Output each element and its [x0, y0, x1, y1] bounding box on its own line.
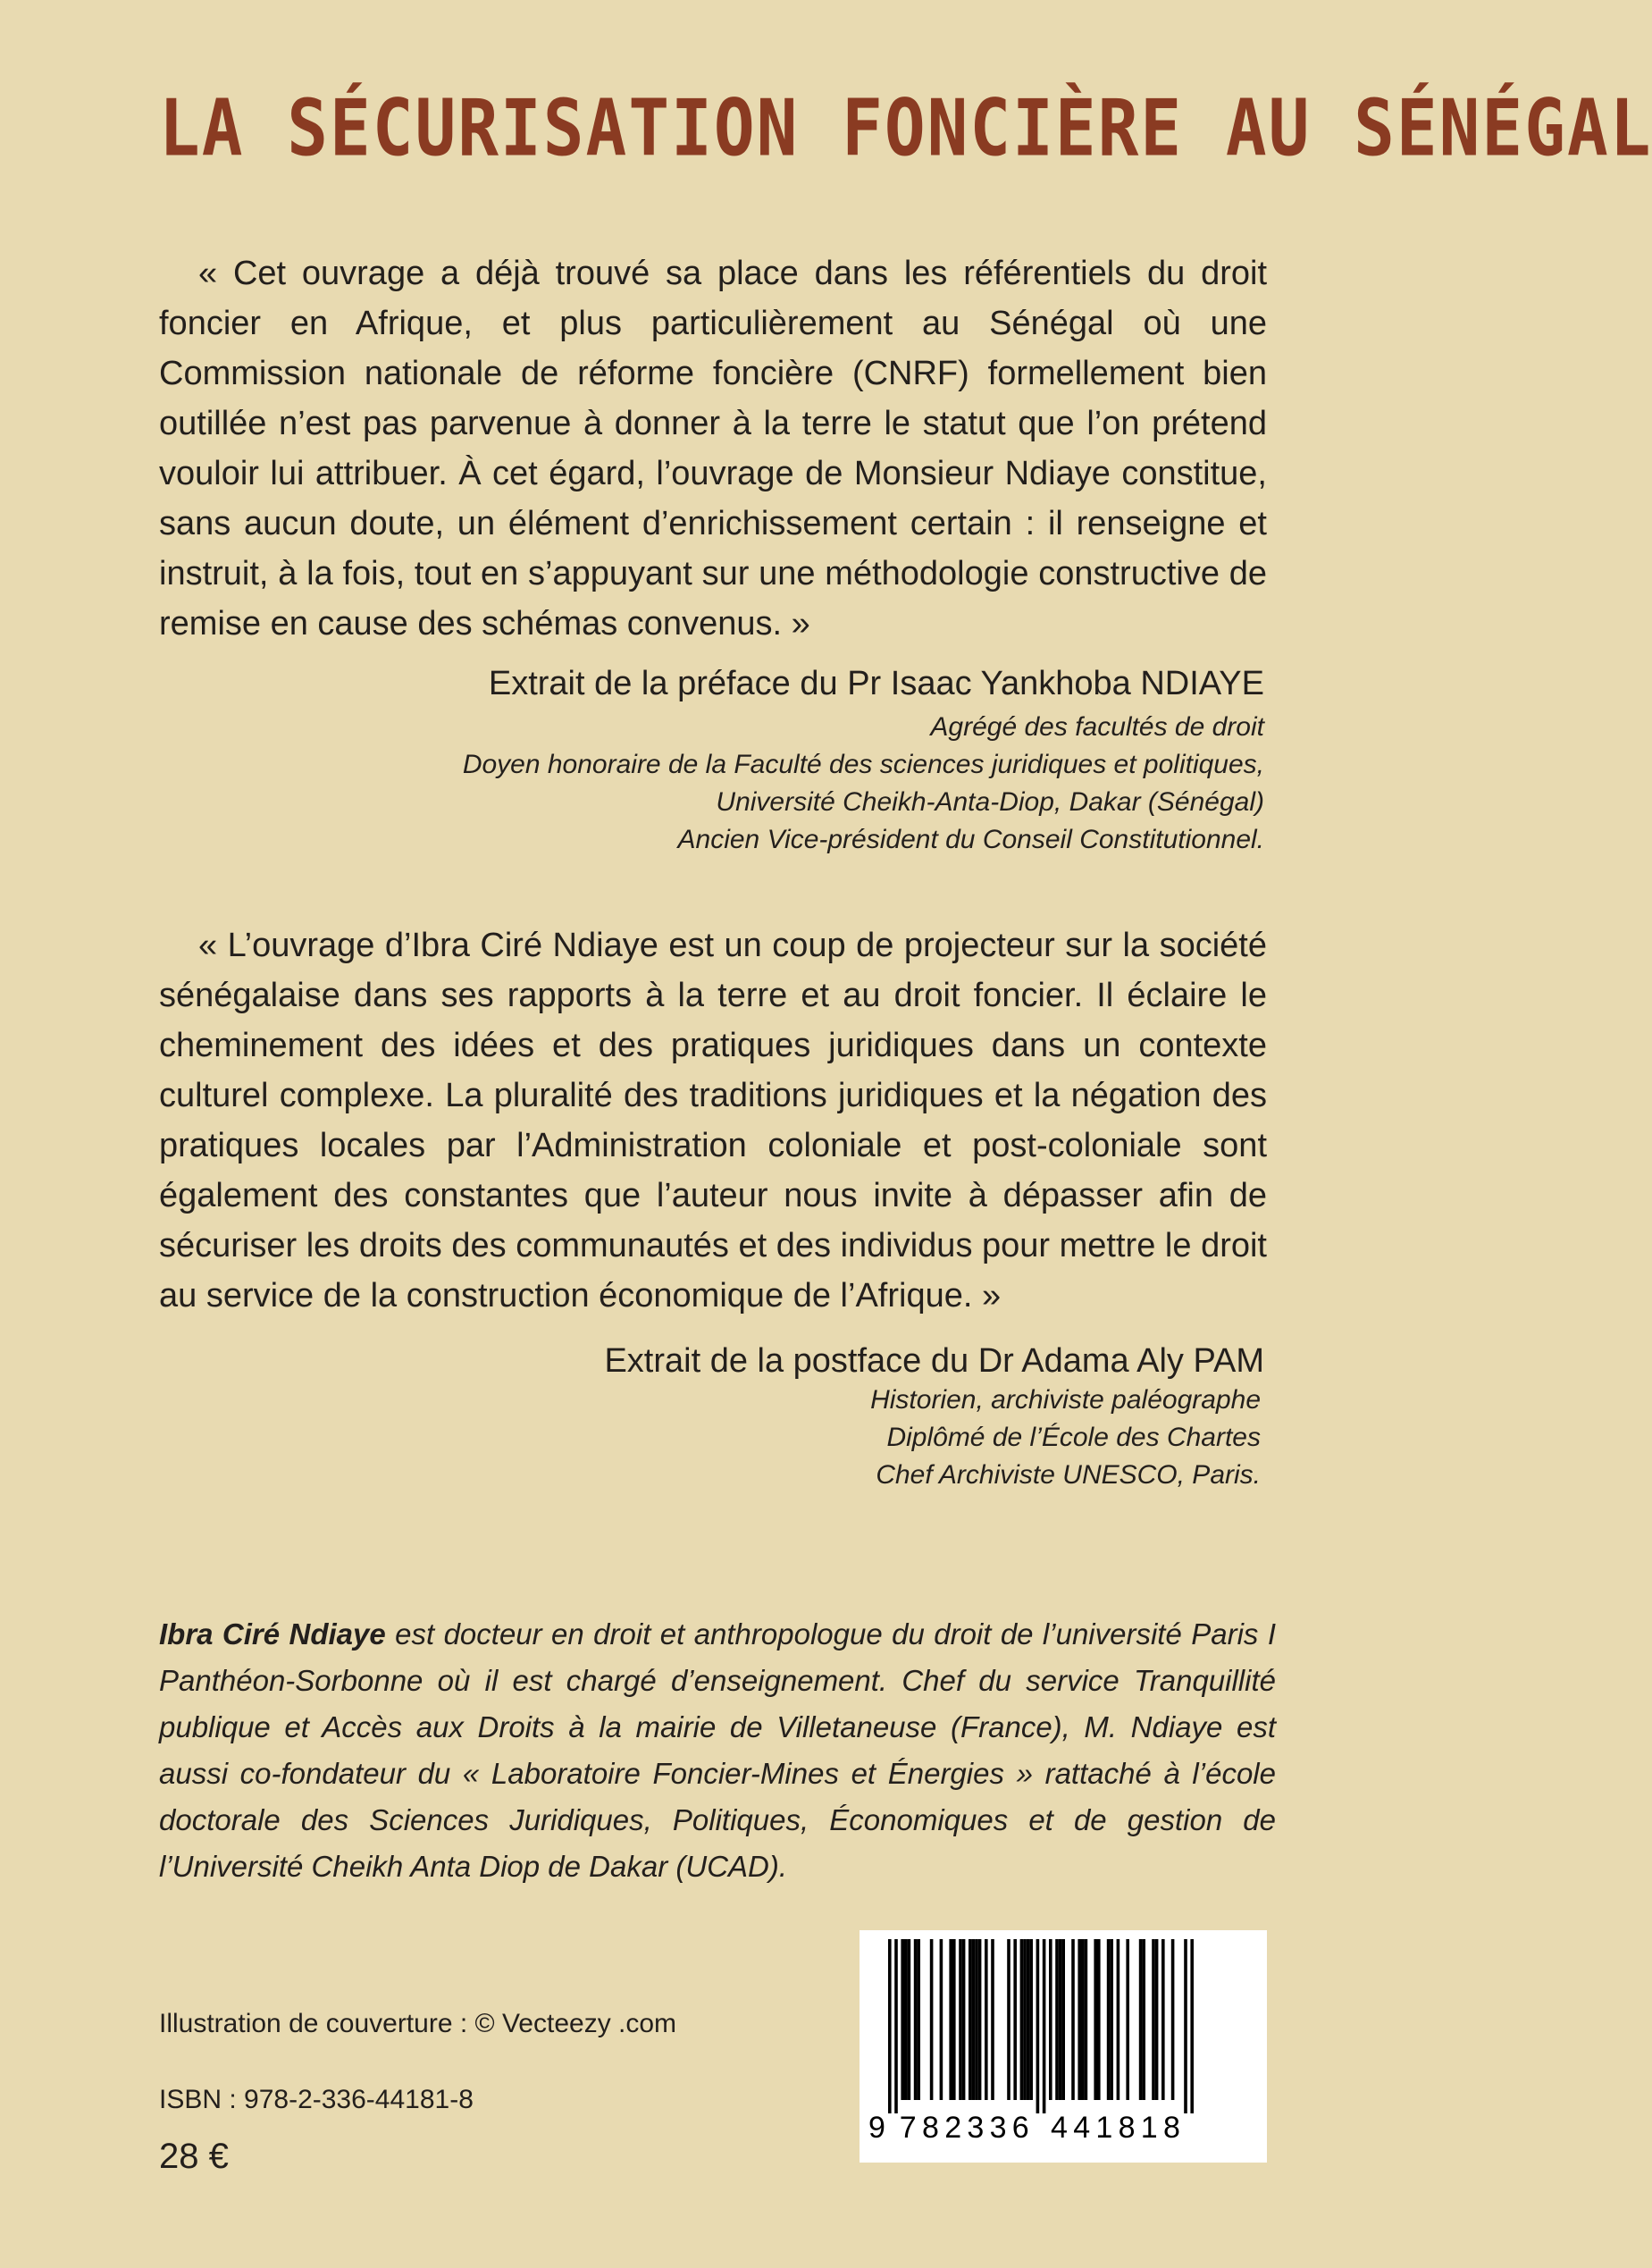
barcode-bar [901, 1939, 904, 2100]
barcode-digit: 4 [1073, 2111, 1091, 2145]
barcode-bar [1107, 1939, 1111, 2100]
barcode-bar [1036, 1939, 1040, 2113]
barcode-digit: 2 [944, 2111, 962, 2145]
barcode-bar [1139, 1939, 1143, 2100]
barcode-bar [949, 1939, 952, 2100]
barcode-bar [1023, 1939, 1027, 2100]
barcode-bar [1049, 1939, 1052, 2100]
barcode-bar [962, 1939, 966, 2100]
barcode-bar [1013, 1939, 1017, 2100]
barcode-bar [914, 1939, 918, 2100]
barcode-bar [952, 1939, 956, 2100]
barcode-bar [991, 1939, 994, 2100]
credential-line: Agrégé des facultés de droit [930, 712, 1264, 742]
barcode-bar [1043, 1939, 1046, 2113]
barcode [860, 1930, 1267, 2163]
barcode-bar [1097, 1939, 1101, 2100]
barcode-digit: 3 [967, 2111, 985, 2145]
barcode-bar [1190, 1939, 1194, 2113]
credential-line: Chef Archiviste UNESCO, Paris. [876, 1460, 1261, 1490]
book-title: LA SÉCURISATION FONCIÈRE AU SÉNÉGAL [159, 81, 1652, 174]
barcode-bar [985, 1939, 988, 2100]
postface-credentials [870, 1382, 1261, 1494]
barcode-bar [1085, 1939, 1088, 2100]
barcode-digit: 3 [989, 2111, 1007, 2145]
barcode-bar [1117, 1939, 1120, 2100]
barcode-bar [904, 1939, 908, 2100]
preface-credentials [463, 709, 1264, 859]
barcode-bar [972, 1939, 976, 2100]
barcode-bar [1071, 1939, 1075, 2100]
barcode-digit: 1 [1140, 2111, 1158, 2145]
postface-quote: « L’ouvrage d’Ibra Ciré Ndiaye est un coup de projecteur sur la société sénégalaise dans ses rapports à la terre et au droit foncier. Il éclaire le cheminement des idées et des pratiques juridiques dans un contexte culturel complexe. La pluralité des traditions juridiques et la négation des pratiques locales par l’Administration coloniale et post-coloniale sont également des constantes que l’auteur nous invite à dépasser afin de sécuriser les droits des communautés et des individus pour mettre le droit au service de la construction économique de l’Afrique. » [159, 927, 1267, 1315]
barcode-digit: 6 [1011, 2111, 1029, 2145]
illustration-credit: Illustration de couverture : © Vecteezy .com [159, 2009, 677, 2038]
barcode-digit: 4 [1051, 2111, 1068, 2145]
isbn: ISBN : 978-2-336-44181-8 [159, 2085, 474, 2114]
credential-line: Doyen honoraire de la Faculté des sciences juridiques et politiques, [462, 750, 1264, 779]
barcode-digit: 1 [1095, 2111, 1113, 2145]
barcode-bar [917, 1939, 920, 2100]
postface-source: Extrait de la postface du Dr Adama Aly PAM [604, 1342, 1264, 1380]
author-name: Ibra Ciré Ndiaye [159, 1617, 386, 1651]
barcode-bar [1184, 1939, 1187, 2113]
barcode-bar [1094, 1939, 1097, 2100]
barcode-digit: 7 [899, 2111, 917, 2145]
barcode-bar [1007, 1939, 1010, 2100]
credential-line: Historien, archiviste paléographe [870, 1385, 1261, 1415]
barcode-bar [1171, 1939, 1175, 2100]
barcode-digit: 8 [1118, 2111, 1136, 2145]
author-bio-text: est docteur en droit et anthropologue du droit de l’université Paris I Panthéon-Sorbonne où il est chargé d’enseignement. Chef du service Tranquillité publique et Accès aux Droits à la mairie de Villetaneuse (France), M. Ndiaye est aussi co-fondateur du « Laboratoire Foncier-Mines et Énergies » rattaché à l’école doctorale des Sciences Juridiques, Politiques, Économiques et de gestion de l’Université Cheikh Anta Diop de Dakar (UCAD). [159, 1617, 1276, 1883]
barcode-bar [1152, 1939, 1155, 2100]
barcode-bar [1161, 1939, 1165, 2100]
barcode-bar [888, 1939, 892, 2113]
barcode-bar [1020, 1939, 1024, 2100]
barcode-digits [860, 2111, 1267, 2146]
barcode-bar [1078, 1939, 1081, 2100]
barcode-bar [1142, 1939, 1145, 2100]
barcode-bar [1027, 1939, 1030, 2100]
credential-line: Université Cheikh-Anta-Diop, Dakar (Sénégal) [716, 787, 1264, 817]
barcode-bar [940, 1939, 943, 2100]
preface-quote: « Cet ouvrage a déjà trouvé sa place dans les référentiels du droit foncier en Afrique, et plus particulièrement au Sénégal où une Commission nationale de réforme foncière (CNRF) formellement bien outillée n’est pas parvenue à donner à la terre le statut que l’on prétend vouloir lui attribuer. À cet égard, l’ouvrage de Monsieur Ndiaye constitue, sans aucun doute, un élément d’enrichissement certain : il renseigne et instruit, à la fois, tout en s’appuyant sur une méthodologie constructive de remise en cause des schémas convenus. » [159, 255, 1267, 643]
barcode-bar [969, 1939, 972, 2100]
barcode-bar [908, 1939, 911, 2100]
barcode-bar [1155, 1939, 1159, 2100]
barcode-bars [860, 1930, 1267, 2113]
price: 28 € [159, 2137, 229, 2176]
barcode-bar [1126, 1939, 1129, 2100]
barcode-bar [1110, 1939, 1113, 2100]
barcode-bar [894, 1939, 898, 2113]
barcode-bar [1029, 1939, 1033, 2100]
barcode-bar [959, 1939, 962, 2100]
credential-line: Diplômé de l’École des Chartes [886, 1423, 1261, 1452]
barcode-bar [1059, 1939, 1062, 2100]
barcode-bar [930, 1939, 934, 2100]
author-bio [159, 1611, 1276, 1890]
barcode-digit: 9 [868, 2111, 885, 2145]
barcode-digit: 8 [1163, 2111, 1180, 2145]
preface-source: Extrait de la préface du Pr Isaac Yankhoba NDIAYE [488, 665, 1264, 702]
barcode-bar [1061, 1939, 1065, 2100]
barcode-bar [978, 1939, 982, 2100]
barcode-bar [1055, 1939, 1059, 2100]
credential-line: Ancien Vice-président du Conseil Constitutionnel. [677, 825, 1264, 854]
barcode-bar [975, 1939, 978, 2100]
barcode-digit: 8 [922, 2111, 939, 2145]
barcode-bar [1081, 1939, 1085, 2100]
